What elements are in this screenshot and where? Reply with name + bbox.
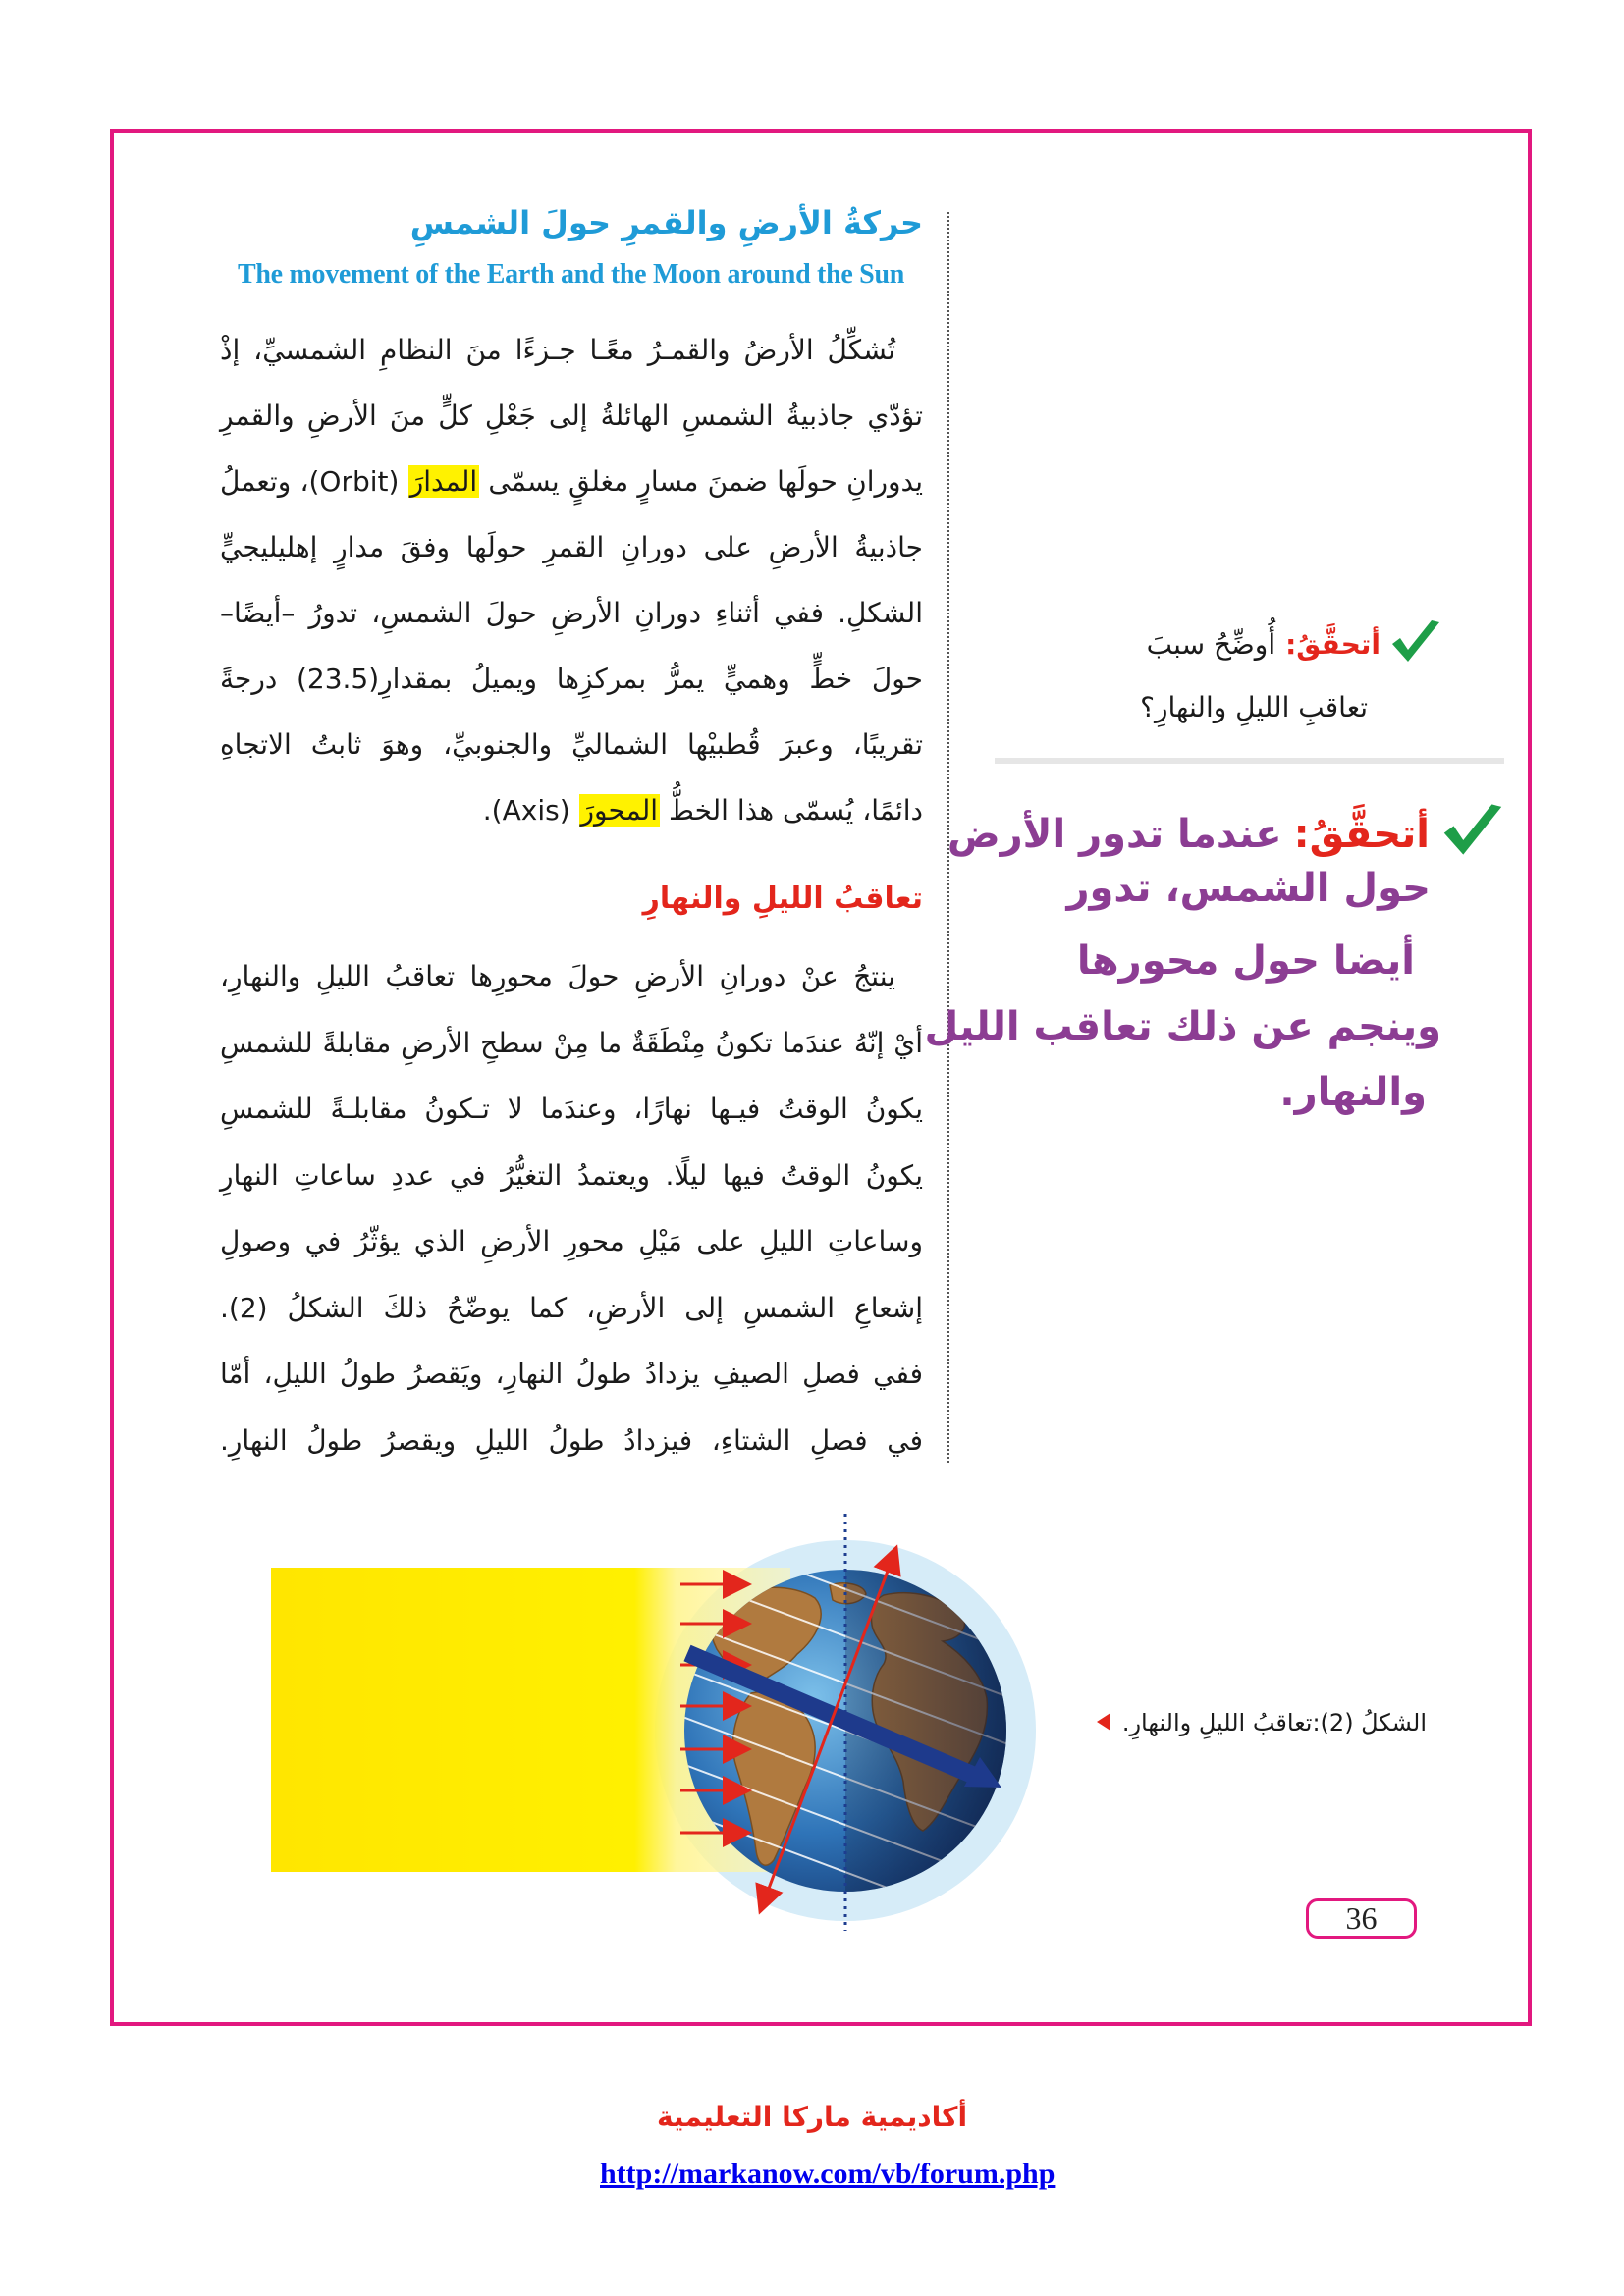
footer-academy-name: أكاديمية ماركا التعليمية xyxy=(656,2101,968,2133)
section-title-arabic: حركةُ الأرضِ والقمرِ حولَ الشمسِ xyxy=(409,204,923,241)
day-night-figure xyxy=(255,1492,1041,1953)
caption-text: الشكلُ (2):تعاقبُ الليلِ والنهارِ. xyxy=(1121,1709,1427,1736)
paragraph-line: إشعاعِ الشمسِ إلى الأرضِ، كما يوضّحُ ذلكَ الشكلُ (2). xyxy=(220,1291,923,1324)
paragraph-line: وساعاتِ الليلِ على مَيْلِ محورِ الأرضِ الذي يؤثّرُ في وصولِ xyxy=(220,1225,923,1257)
paragraph-line: تُشكِّلُ الأرضُ والقمـرُ معًـا جـزءًا منَ النظامِ الشمسيِّ، إذْ xyxy=(220,334,895,366)
section-title-english: The movement of the Earth and the Moon around the Sun xyxy=(238,259,904,290)
paragraph-line: حولَ خطٍّ وهميٍّ يمرُّ بمركزِها ويميلُ بمقدارِ(23.5) درجةً xyxy=(220,663,923,695)
highlighted-term-orbit: المدارَ xyxy=(409,465,478,498)
line-segment: دائمًا، يُسمّى هذا الخطُّ xyxy=(660,794,923,827)
paragraph-line: يكونُ الوقتُ فيها ليلًا. ويعتمدُ التغيُّرُ في عددِ ساعاتِ النهارِ xyxy=(220,1158,923,1192)
figure-caption xyxy=(1097,1706,1427,1739)
answer-text: أيضا حول محورها xyxy=(1076,938,1415,984)
sidebar-question-text: تعاقبِ الليلِ والنهارِ؟ xyxy=(1140,691,1368,723)
paragraph-day-night xyxy=(220,943,923,1473)
line-segment: يدورانِ حولَها ضمنَ مسارٍ مغلقٍ يسمّى xyxy=(479,465,923,498)
line-segment: (Orbit)، وتعملُ xyxy=(220,465,408,498)
page-number: 36 xyxy=(1306,1898,1417,1939)
subheading-day-night: تعاقبُ الليلِ والنهارِ xyxy=(642,881,923,916)
paragraph-line xyxy=(220,449,923,514)
paragraph-line: الشكلِ. ففي أثناءِ دورانِ الأرضِ حولَ الشمسِ، تدورُ –أيضًا– xyxy=(220,597,923,629)
paragraph-line xyxy=(220,777,923,843)
paragraph-line: ينتجُ عنْ دورانِ الأرضِ حولَ محورِها تعاقبُ الليلِ والنهارِ، xyxy=(220,960,895,992)
highlighted-term-axis: المحورَ xyxy=(580,794,659,827)
checkmark-icon xyxy=(1441,802,1504,867)
paragraph-line: ففي فصلِ الصيفِ يزدادُ طولُ النهارِ، ويَقصرُ طولُ الليلِ، أمّا xyxy=(220,1358,923,1390)
sidebar-question-text: أُوضِّحُ سببَ xyxy=(1146,628,1276,661)
paragraph-line: أيْ إنّهُ عندَما تكونُ مِنْطَقَةٌ ما مِنْ سطحِ الأرضِ مقابلةً للشمسِ xyxy=(220,1026,923,1059)
paragraph-line: تؤدّي جاذبيةُ الشمسِ الهائلةُ إلى جَعْلِ كلٍّ منَ الأرضِ والقمرِ xyxy=(220,400,923,432)
answer-first-line xyxy=(947,802,1504,867)
triangle-pointer-icon xyxy=(1097,1709,1110,1736)
sidebar-check-question xyxy=(1147,618,1441,670)
checkmark-icon xyxy=(1390,618,1441,670)
paragraph-line: تقريبًا، وعبرَ قُطبيْها الشماليِّ والجنوبيِّ، وهوَ ثابتُ الاتجاهِ xyxy=(220,728,923,761)
paragraph-earth-moon xyxy=(220,317,923,843)
footer-url-link[interactable]: http://markanow.com/vb/forum.php xyxy=(600,2158,1056,2190)
answer-text: عندما تدور الأرض xyxy=(947,812,1282,857)
answer-text: حول الشمس، تدور xyxy=(1066,866,1431,911)
check-label: أتحقَّقُ: xyxy=(1293,812,1430,857)
paragraph-line: في فصلِ الشتاءِ، فيزدادُ طولُ الليلِ ويقصرُ طولُ النهارِ. xyxy=(220,1423,923,1457)
paragraph-line: جاذبيةُ الأرضِ على دورانِ القمرِ حولَها وفقَ مدارٍ إهليليجيٍّ xyxy=(220,531,923,563)
answer-text: وينجم عن ذلك تعاقب الليل xyxy=(924,1004,1441,1049)
sidebar-divider xyxy=(995,758,1504,764)
answer-text: والنهار. xyxy=(1279,1070,1427,1115)
line-segment: (Axis). xyxy=(482,794,579,827)
paragraph-line: يكونُ الوقتُ فيـها نهارًا، وعندَما لا تـكونُ مقابلـةً للشمسِ xyxy=(220,1093,923,1125)
check-label: أتحقَّقُ: xyxy=(1285,628,1380,661)
